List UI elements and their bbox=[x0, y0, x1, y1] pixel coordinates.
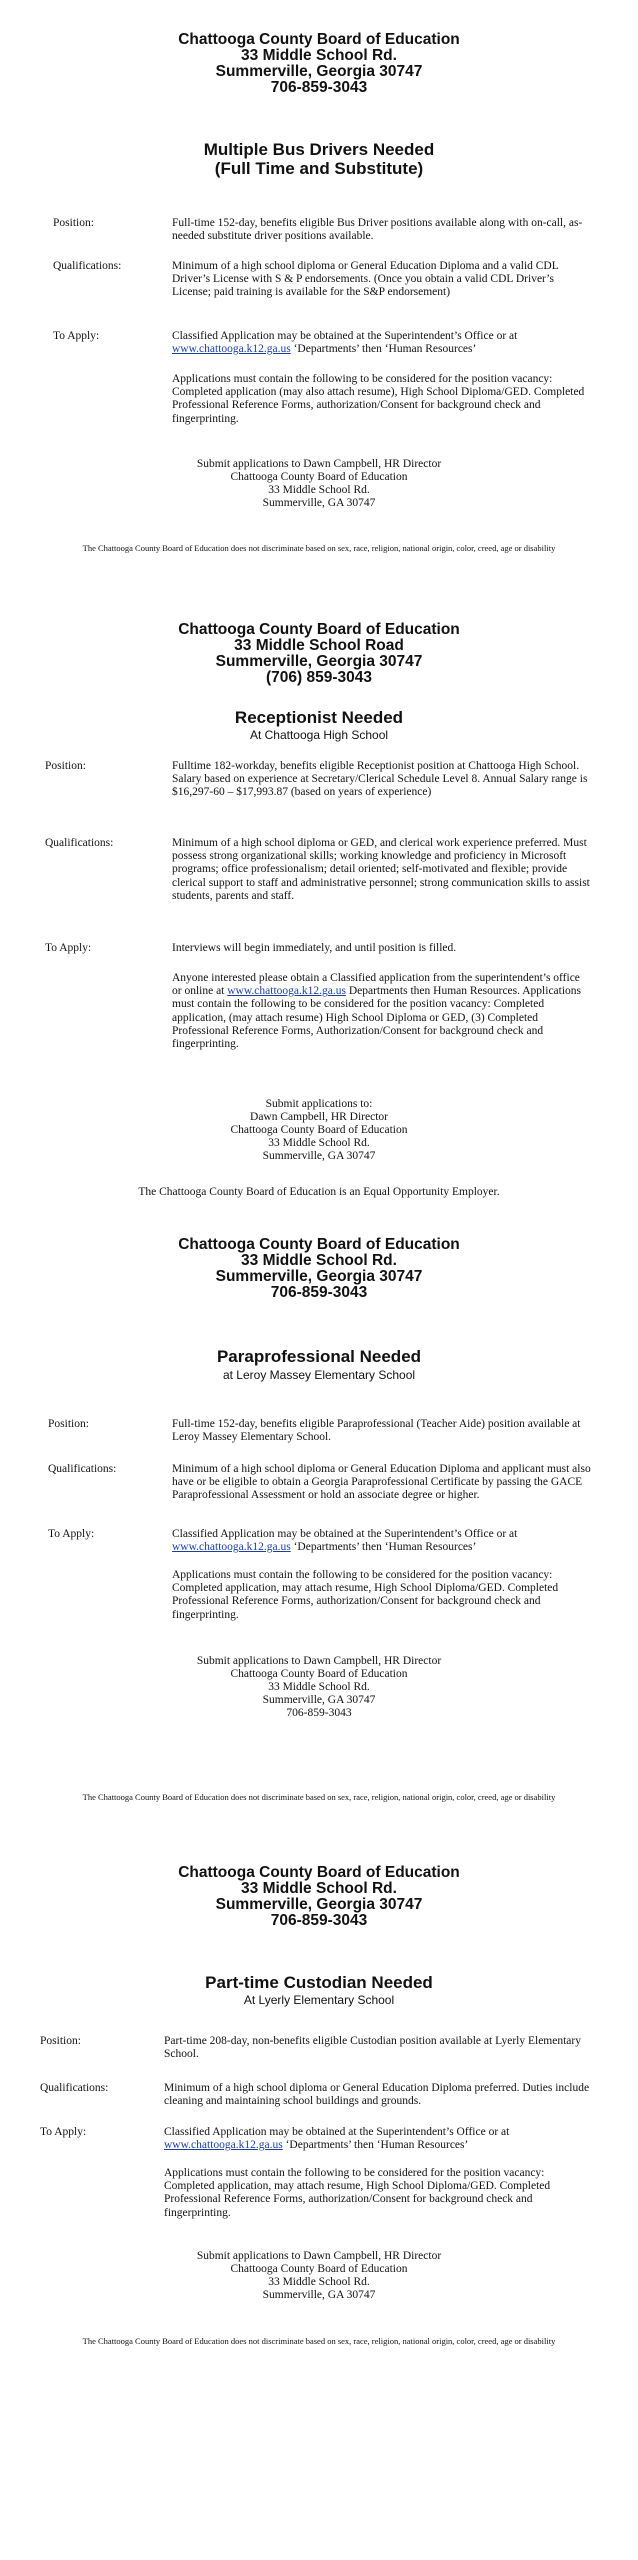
apply-text-pre: Anyone interested please obtain a Classified application from the superintendent’s office or online at bbox=[172, 972, 580, 998]
org-address: 33 Middle School Rd. bbox=[241, 1880, 397, 1897]
submit-line: 33 Middle School Rd. bbox=[268, 1681, 370, 1693]
job-title: Receptionist Needed bbox=[234, 708, 404, 727]
submit-line: Dawn Campbell, HR Director bbox=[250, 1111, 388, 1123]
submit-line: 33 Middle School Rd. bbox=[268, 2276, 370, 2288]
apply-label: To Apply: bbox=[53, 330, 100, 342]
org-address: 33 Middle School Rd. bbox=[241, 47, 397, 64]
submit-block bbox=[0, 458, 638, 510]
requirements-text: Applications must contain the following to be considered for the position vacancy: Completed application, may attach resume, High School Diploma/GED. Completed Professional Reference Forms, authorization/Consent for background check and fingerprinting. bbox=[164, 2167, 551, 2219]
org-phone: 706-859-3043 bbox=[270, 1284, 368, 1301]
submit-line: Submit applications to Dawn Campbell, HR Director bbox=[196, 458, 442, 470]
position-label: Position: bbox=[48, 1418, 89, 1430]
nondiscrimination-notice: The Chattooga County Board of Education does not discriminate based on sex, race, religion, national origin, color, creed, age or disability bbox=[82, 2336, 556, 2346]
website-link[interactable]: www.chattooga.k12.ga.us bbox=[172, 1541, 291, 1554]
org-header bbox=[0, 622, 638, 686]
org-city: Summerville, Georgia 30747 bbox=[215, 1896, 423, 1913]
org-name: Chattooga County Board of Education bbox=[178, 1236, 460, 1253]
submit-line: 706-859-3043 bbox=[286, 1707, 352, 1719]
submit-line: Chattooga County Board of Education bbox=[230, 471, 408, 483]
org-city: Summerville, Georgia 30747 bbox=[215, 653, 423, 670]
submit-line: Summerville, GA 30747 bbox=[262, 1150, 376, 1162]
org-header bbox=[0, 32, 638, 96]
job-location: At Chattooga High School bbox=[249, 728, 389, 742]
apply-text bbox=[172, 330, 592, 356]
submit-line: Submit applications to Dawn Campbell, HR Director bbox=[196, 2250, 442, 2262]
equal-opportunity-notice: The Chattooga County Board of Education is an Equal Opportunity Employer. bbox=[138, 1186, 500, 1198]
apply-text-pre: Classified Application may be obtained at the Superintendent’s Office or at bbox=[172, 1528, 518, 1540]
org-address: 33 Middle School Road bbox=[234, 637, 404, 654]
submit-block bbox=[0, 1098, 638, 1163]
position-text: Part-time 208-day, non-benefits eligible Custodian position available at Lyerly Elementary School. bbox=[164, 2035, 581, 2061]
qualifications-label: Qualifications: bbox=[53, 260, 122, 272]
submit-line: Summerville, GA 30747 bbox=[262, 1694, 376, 1706]
requirements-text: Applications must contain the following to be considered for the position vacancy: Completed application (may also attach resume), High School Diploma/GED. Completed Professional Reference Forms, authorization/Consent for background check and fingerprinting. bbox=[172, 373, 585, 425]
submit-block bbox=[0, 1655, 638, 1720]
position-text: Full-time 152-day, benefits eligible Bus Driver positions available along with on-call, as-needed substitute driver positions available. bbox=[172, 217, 583, 243]
position-label: Position: bbox=[45, 760, 86, 772]
apply-text-pre: Classified Application may be obtained at the Superintendent’s Office or at bbox=[164, 2126, 510, 2138]
position-label: Position: bbox=[40, 2035, 81, 2047]
org-header bbox=[0, 1237, 638, 1301]
nondiscrimination-notice: The Chattooga County Board of Education does not discriminate based on sex, race, religion, national origin, color, creed, age or disability bbox=[82, 1792, 556, 1802]
apply-label: To Apply: bbox=[40, 2126, 87, 2138]
position-text: Full-time 152-day, benefits eligible Paraprofessional (Teacher Aide) position available at Leroy Massey Elementary School. bbox=[172, 1418, 581, 1444]
interview-text: Interviews will begin immediately, and until position is filled. bbox=[172, 942, 457, 954]
apply-text-pre: Classified Application may be obtained at the Superintendent’s Office or at bbox=[172, 330, 518, 342]
job-location: at Leroy Massey Elementary School bbox=[222, 1368, 416, 1382]
org-address: 33 Middle School Rd. bbox=[241, 1252, 397, 1269]
website-link[interactable]: www.chattooga.k12.ga.us bbox=[172, 343, 291, 356]
submit-line: Summerville, GA 30747 bbox=[262, 2289, 376, 2301]
position-text: Fulltime 182-workday, benefits eligible Receptionist position at Chattooga High School. Salary based on experience at Secretary/Clerical Schedule Level 8. Annual Salary range is $16,297-60 – $17,993.87 (based on years of experience) bbox=[172, 760, 588, 799]
apply-text bbox=[172, 972, 592, 1051]
qualifications-label: Qualifications: bbox=[40, 2082, 109, 2094]
org-name: Chattooga County Board of Education bbox=[178, 1864, 460, 1881]
submit-line: 33 Middle School Rd. bbox=[268, 1137, 370, 1149]
website-link[interactable]: www.chattooga.k12.ga.us bbox=[164, 2139, 283, 2152]
website-link[interactable]: www.chattooga.k12.ga.us bbox=[227, 985, 346, 998]
org-city: Summerville, Georgia 30747 bbox=[215, 1268, 423, 1285]
requirements-text: Applications must contain the following to be considered for the position vacancy: Completed application, may attach resume, High School Diploma/GED. Completed Professional Reference Forms, authorization/Consent for background check and fingerprinting. bbox=[172, 1569, 559, 1621]
apply-text-post: ‘Departments’ then ‘Human Resources’ bbox=[290, 1541, 477, 1554]
org-header bbox=[0, 1865, 638, 1929]
job-title: Paraprofessional Needed bbox=[216, 1347, 422, 1366]
position-label: Position: bbox=[53, 217, 94, 229]
submit-line: Chattooga County Board of Education bbox=[230, 1124, 408, 1136]
org-phone: 706-859-3043 bbox=[270, 1912, 368, 1929]
qualifications-text: Minimum of a high school diploma or GED, and clerical work experience preferred. Must possess strong organizational skills; working knowledge and proficiency in Microsoft programs; office professionalism; detail oriented; self-motivated and flexible; provide clerical support to staff and administrative personnel; strong communication skills to assist students, parents and staff. bbox=[172, 837, 590, 902]
submit-line: Chattooga County Board of Education bbox=[230, 1668, 408, 1680]
org-name: Chattooga County Board of Education bbox=[178, 621, 460, 638]
apply-label: To Apply: bbox=[45, 942, 92, 954]
nondiscrimination-notice: The Chattooga County Board of Education does not discriminate based on sex, race, religion, national origin, color, creed, age or disability bbox=[82, 543, 556, 553]
apply-text-post: Departments then Human Resources. Applications must contain the following to be considered for the position vacancy: Completed application, (may attach resume) High School Diploma or GED, (3) Completed Professional Reference Forms, Authorization/Consent for background check and fingerprinting. bbox=[172, 985, 582, 1051]
org-phone: (706) 859-3043 bbox=[266, 669, 372, 686]
qualifications-text: Minimum of a high school diploma or General Education Diploma and applicant must also have or be eligible to obtain a Georgia Paraprofessional Certificate by passing the GACE Paraprofessional Assessment or hold an associate degree or higher. bbox=[172, 1463, 591, 1502]
qualifications-text: Minimum of a high school diploma or General Education Diploma and a valid CDL Driver’s License with S & P endorsements. (Once you obtain a valid CDL Driver’s License; paid training is available for the S&P endorsement) bbox=[172, 260, 559, 299]
apply-text-post: ‘Departments’ then ‘Human Resources’ bbox=[282, 2139, 469, 2152]
job-title-line2: (Full Time and Substitute) bbox=[214, 159, 424, 178]
submit-line: Submit applications to: bbox=[265, 1098, 373, 1110]
org-phone: 706-859-3043 bbox=[270, 79, 368, 96]
qualifications-label: Qualifications: bbox=[48, 1463, 117, 1475]
apply-label: To Apply: bbox=[48, 1528, 95, 1540]
apply-text bbox=[172, 1528, 592, 1554]
org-name: Chattooga County Board of Education bbox=[178, 31, 460, 48]
submit-line: Submit applications to Dawn Campbell, HR Director bbox=[196, 1655, 442, 1667]
submit-line: Chattooga County Board of Education bbox=[230, 2263, 408, 2275]
job-title: Part-time Custodian Needed bbox=[205, 1973, 433, 1992]
qualifications-text: Minimum of a high school diploma or General Education Diploma preferred. Duties include cleaning and maintaining school buildings and grounds. bbox=[164, 2082, 590, 2108]
submit-block bbox=[0, 2250, 638, 2302]
job-title-line1: Multiple Bus Drivers Needed bbox=[203, 140, 435, 159]
submit-line: 33 Middle School Rd. bbox=[268, 484, 370, 496]
apply-text bbox=[164, 2126, 594, 2152]
job-title bbox=[0, 140, 638, 178]
org-city: Summerville, Georgia 30747 bbox=[215, 63, 423, 80]
apply-text-post: ‘Departments’ then ‘Human Resources’ bbox=[290, 343, 477, 356]
qualifications-label: Qualifications: bbox=[45, 837, 114, 849]
submit-line: Summerville, GA 30747 bbox=[262, 497, 376, 509]
job-location: At Lyerly Elementary School bbox=[243, 1993, 395, 2007]
